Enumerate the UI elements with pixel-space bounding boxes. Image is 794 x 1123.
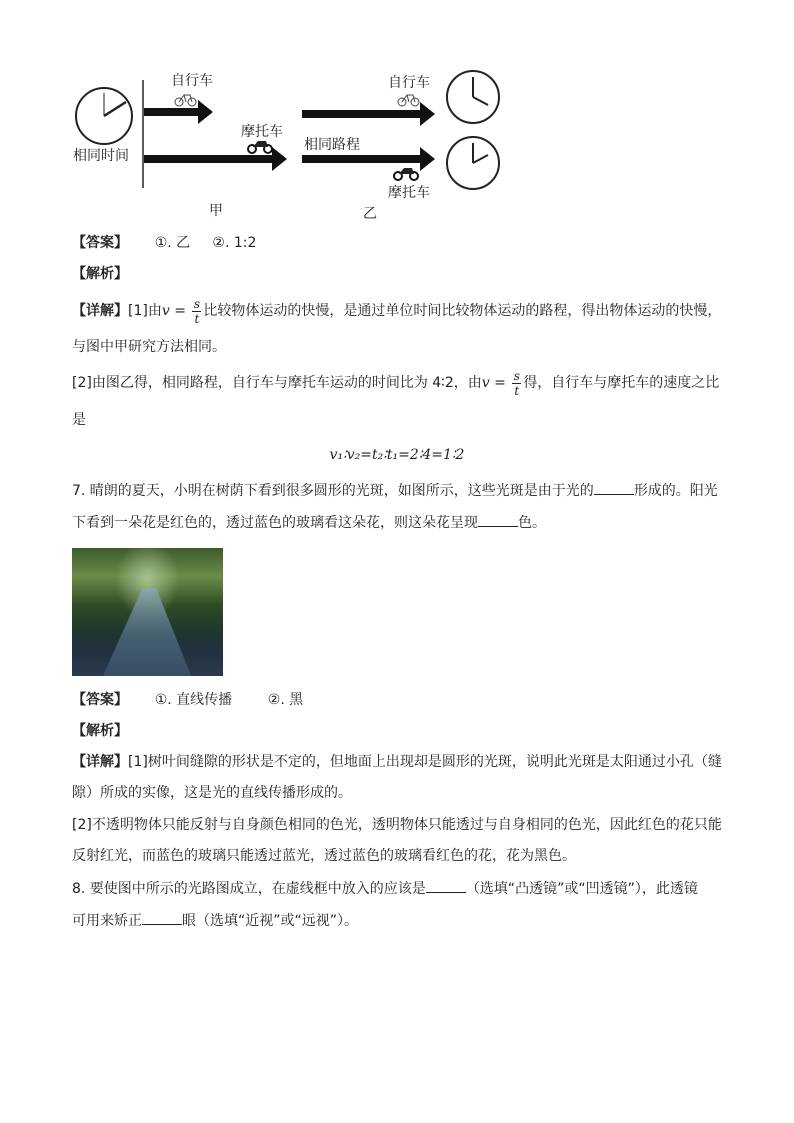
- label-same-time: 相同时间: [73, 148, 129, 164]
- q8-blank-2: [142, 910, 182, 925]
- arrow-bicycle-jia: [144, 100, 213, 124]
- q7-blank-1: [594, 480, 634, 495]
- q7-detail-1: 【详解】[1]树叶间缝隙的形状是不定的，但地面上出现却是圆形的光斑，说明此光斑是太阳通过小孔（缝: [72, 754, 722, 770]
- label-same-distance: 相同路程: [304, 137, 360, 153]
- label-jia: 甲: [209, 203, 223, 219]
- q7-answer: 【答案】 ①. 直线传播 ②. 黑: [72, 692, 304, 708]
- label-bicycle-jia: 自行车: [171, 73, 213, 89]
- clock-bicycle-yi: [447, 71, 499, 123]
- q7-detail-1-cont: 隙）所成的实像，这是光的直线传播形成的。: [72, 785, 352, 801]
- q6-answer: 【答案】 ①. 乙 ②. 1:2: [72, 235, 257, 251]
- fraction-s-over-t: $\frac{s}{t}$: [193, 296, 200, 326]
- motorcycle-icon: [394, 168, 418, 180]
- label-bicycle-yi: 自行车: [388, 75, 430, 91]
- q8-question-line1: 8. 要使图中所示的光路图成立，在虚线框中放入的应该是 （选填“凸透镜”或“凹透镜”），此透镜: [72, 874, 722, 905]
- q6-detail-1-cont: 与图中甲研究方法相同。: [72, 339, 226, 355]
- arrow-motorcycle-jia: [144, 147, 287, 171]
- fraction-s-over-t: $\frac{s}{t}$: [513, 368, 520, 398]
- q6-detail-2: [2]由图乙得，相同路程，自行车与摩托车运动的时间比为 4∶2，由v = $\frac{s}{t}$ 得，自行车与摩托车的速度之比: [72, 368, 720, 398]
- label-motorcycle-jia: 摩托车: [241, 124, 283, 140]
- q8-question-line2: 可用来矫正 眼（选填“近视”或“远视”）。: [72, 906, 722, 937]
- q6-detail-2-cont: 是: [72, 412, 86, 428]
- q7-analysis-label: 【解析】: [72, 723, 128, 739]
- q6-detail-1: 【详解】[1]由v = $\frac{s}{t}$ 比较物体运动的快慢，是通过单位时间比较物体运动的路程，得出物体运动的快慢，: [72, 296, 722, 326]
- q6-analysis-label: 【解析】: [72, 266, 128, 282]
- bicycle-icon: [398, 95, 419, 106]
- q7-question-line1: 7. 晴朗的夏天，小明在树荫下看到很多圆形的光斑，如图所示，这些光斑是由于光的 形成的。阳光: [72, 476, 722, 507]
- bicycle-icon: [175, 95, 196, 106]
- motorcycle-icon: [248, 141, 272, 153]
- clock-motorcycle-yi: [447, 137, 499, 189]
- label-yi: 乙: [363, 206, 377, 222]
- forest-path-photo: [72, 548, 223, 676]
- q7-detail-2: [2]不透明物体只能反射与自身颜色相同的色光，透明物体只能透过与自身相同的色光，因此红色的花只能: [72, 817, 722, 833]
- q8-blank-1: [426, 878, 466, 893]
- q7-detail-2-cont: 反射红光，而蓝色的玻璃只能透过蓝光，透过蓝色的玻璃看红色的花，花为黑色。: [72, 848, 576, 864]
- q7-question-line2: 下看到一朵花是红色的，透过蓝色的玻璃看这朵花，则这朵花呈现 色。: [72, 508, 722, 539]
- q7-blank-2: [478, 512, 518, 527]
- clock-jia: [76, 88, 132, 144]
- label-motorcycle-yi: 摩托车: [388, 185, 430, 201]
- velocity-ratio-formula: v₁∶v₂=t₂∶t₁=2∶4=1∶2: [329, 447, 465, 463]
